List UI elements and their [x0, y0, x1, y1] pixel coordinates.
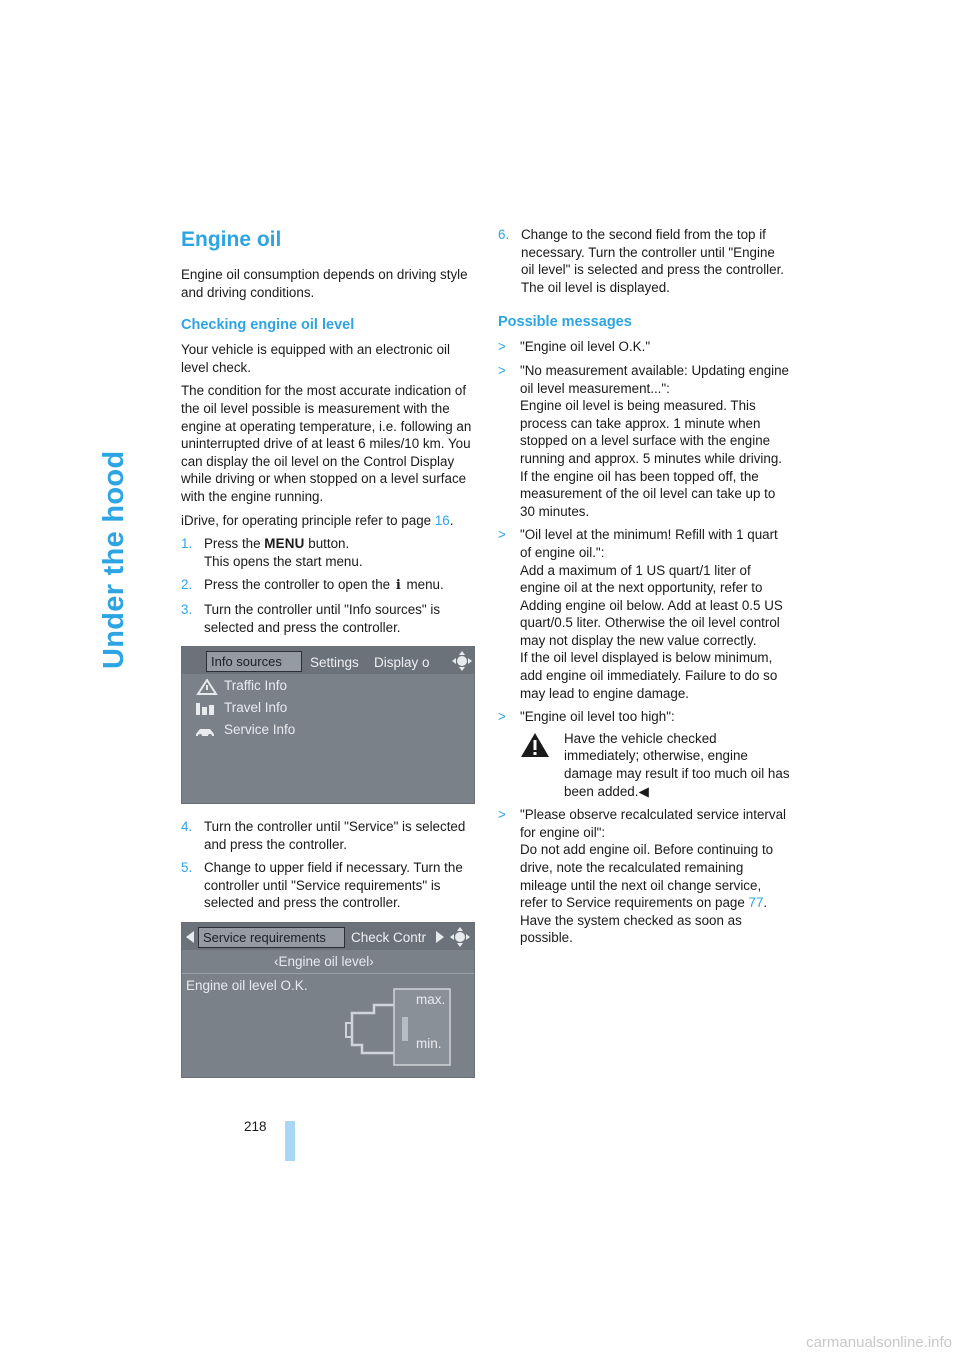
arrow-right-icon [436, 931, 444, 943]
step-text: Turn the controller until "Service" is selected and press the controller. [204, 819, 466, 852]
message-no-measurement [498, 362, 790, 520]
step-number: 6. [498, 227, 510, 242]
end-marker: ◀ [638, 783, 649, 799]
step-text: Change to upper field if necessary. Turn the controller until "Service requirements" is selected and press the controller. [204, 860, 463, 911]
arrow-left-icon [186, 931, 194, 943]
message-oil-ok [498, 338, 790, 356]
step-text: Press the controller to open the [204, 577, 394, 593]
message-detail: If the oil level displayed is below minimum, add engine oil immediately. Failure to do so may lead to engine damage. [520, 650, 778, 701]
side-title-text: Under the hood [98, 450, 130, 669]
page-number-bar [285, 1121, 295, 1161]
message-service-interval [498, 806, 790, 947]
bullet-marker: > [498, 527, 506, 543]
oil-level-status: Engine oil level O.K. [186, 978, 308, 994]
subheading-possible-messages: Possible messages [498, 314, 632, 331]
left-column [181, 226, 473, 1092]
page-number: 218 [244, 1119, 267, 1134]
tab-service-requirements[interactable]: Service requirements [198, 927, 345, 948]
tab-check-control[interactable]: Check Contr [351, 930, 427, 946]
step-3 [181, 601, 473, 636]
subheading-check-oil: Checking engine oil level [181, 317, 355, 334]
service-info-icon [194, 723, 216, 739]
message-detail: If the engine oil has been topped off, the measurement of the oil level can take up to 30 minutes. [520, 468, 776, 519]
step-text: Press the [204, 536, 265, 552]
controller-icon [450, 927, 470, 947]
menu-button-label: MENU [264, 536, 305, 552]
message-detail: Engine oil level is being measured. This process can take approx. 1 minute when stopped on a level surface with the engine running and approx. 5 minutes while driving. [520, 398, 783, 466]
warning-block [520, 730, 790, 800]
idrive-paragraph [181, 512, 473, 530]
page-heading: Engine oil [181, 228, 282, 251]
tab-settings[interactable]: Settings [310, 655, 359, 671]
step-text: This opens the start menu. [204, 553, 363, 569]
warning-triangle-icon [520, 732, 550, 758]
step-number: 3. [181, 601, 193, 617]
message-text: "No measurement available: Updating engine oil level measurement...": [520, 362, 790, 396]
max-label: max. [416, 992, 446, 1008]
idrive-text: iDrive, for operating principle refer to page [181, 512, 435, 528]
bullet-marker: > [498, 709, 506, 725]
warning-text: Have the vehicle checked immediately; otherwise, engine damage may result if too much oil has been added. [564, 730, 790, 799]
controller-icon [452, 651, 472, 671]
step-1 [181, 535, 473, 570]
tab-info-sources[interactable]: Info sources [206, 651, 302, 672]
message-text: "Engine oil level O.K." [520, 339, 651, 355]
min-label: min. [416, 1036, 442, 1052]
page-link-77[interactable]: 77 [748, 895, 764, 911]
step-text: button. [304, 536, 350, 552]
menu-item-travel-info[interactable]: Travel Info [224, 700, 288, 716]
bullet-marker: > [498, 362, 506, 378]
check-paragraph-1: Your vehicle is equipped with an electronic oil level check. [181, 342, 450, 375]
message-detail [520, 841, 790, 947]
intro-paragraph: Engine oil consumption depends on driving style and driving conditions. [181, 267, 468, 300]
step-text: Change to the second field from the top if necessary. Turn the controller until "Engine oil level" is selected and press the controller. The oil level is displayed. [521, 227, 785, 295]
step-text: menu. [402, 577, 444, 593]
submenu-engine-oil-level[interactable]: ‹Engine oil level› [274, 954, 374, 970]
step-number: 5. [181, 860, 193, 876]
bullet-marker: > [498, 807, 506, 823]
message-detail-text: Do not add engine oil. Before continuing to drive, note the recalculated remaining mileage until the next oil change service, refer to Service requirements on page [520, 842, 774, 911]
step-6 [498, 226, 790, 296]
message-oil-too-high [498, 708, 790, 800]
step-4 [181, 818, 473, 853]
menu-item-traffic-info[interactable]: Traffic Info [224, 678, 288, 694]
control-display-info-sources [181, 646, 475, 804]
tab-display[interactable]: Display o [374, 655, 430, 671]
step-number: 1. [181, 536, 193, 552]
message-text: "Please observe recalculated service interval for engine oil": [520, 807, 787, 840]
message-detail: Add a maximum of 1 US quart/1 liter of engine oil at the next opportunity, refer to Adding engine oil below. Add at least 0.5 US quart/0.5 liter. Otherwise the oil level control may not display the new value correctly. [520, 562, 783, 648]
message-oil-minimum [498, 526, 790, 702]
control-display-engine-oil-level [181, 922, 475, 1078]
message-detail-text: . Have the system checked as soon as possible. [520, 895, 768, 946]
right-column [498, 226, 790, 953]
message-text: "Engine oil level too high": [520, 709, 675, 725]
step-text: Turn the controller until "Info sources" is selected and press the controller. [204, 601, 441, 635]
traffic-info-icon [196, 679, 218, 695]
step-number: 2. [181, 577, 193, 593]
menu-item-service-info[interactable]: Service Info [224, 722, 296, 738]
travel-info-icon [194, 701, 216, 717]
step-5 [181, 859, 473, 912]
info-menu-icon: i [395, 578, 401, 594]
screen-divider [182, 973, 474, 974]
step-2 [181, 576, 473, 595]
footer-watermark: carmanualsonline.info [806, 1334, 952, 1351]
side-section-title [90, 232, 150, 669]
check-paragraph-2: The condition for the most accurate indication of the oil level possible is measurement with the engine at operating temperature, i.e. following an uninterrupted drive of at least 6 miles/10 km. You can display the oil level on the Control Display while driving or when stopped on a level surface with the engine running. [181, 383, 472, 504]
page-link-16[interactable]: 16 [434, 512, 450, 528]
message-text: "Oil level at the minimum! Refill with 1 quart of engine oil.": [520, 527, 778, 560]
bullet-marker: > [498, 339, 506, 355]
idrive-end: . [449, 512, 454, 528]
step-number: 4. [181, 819, 193, 835]
